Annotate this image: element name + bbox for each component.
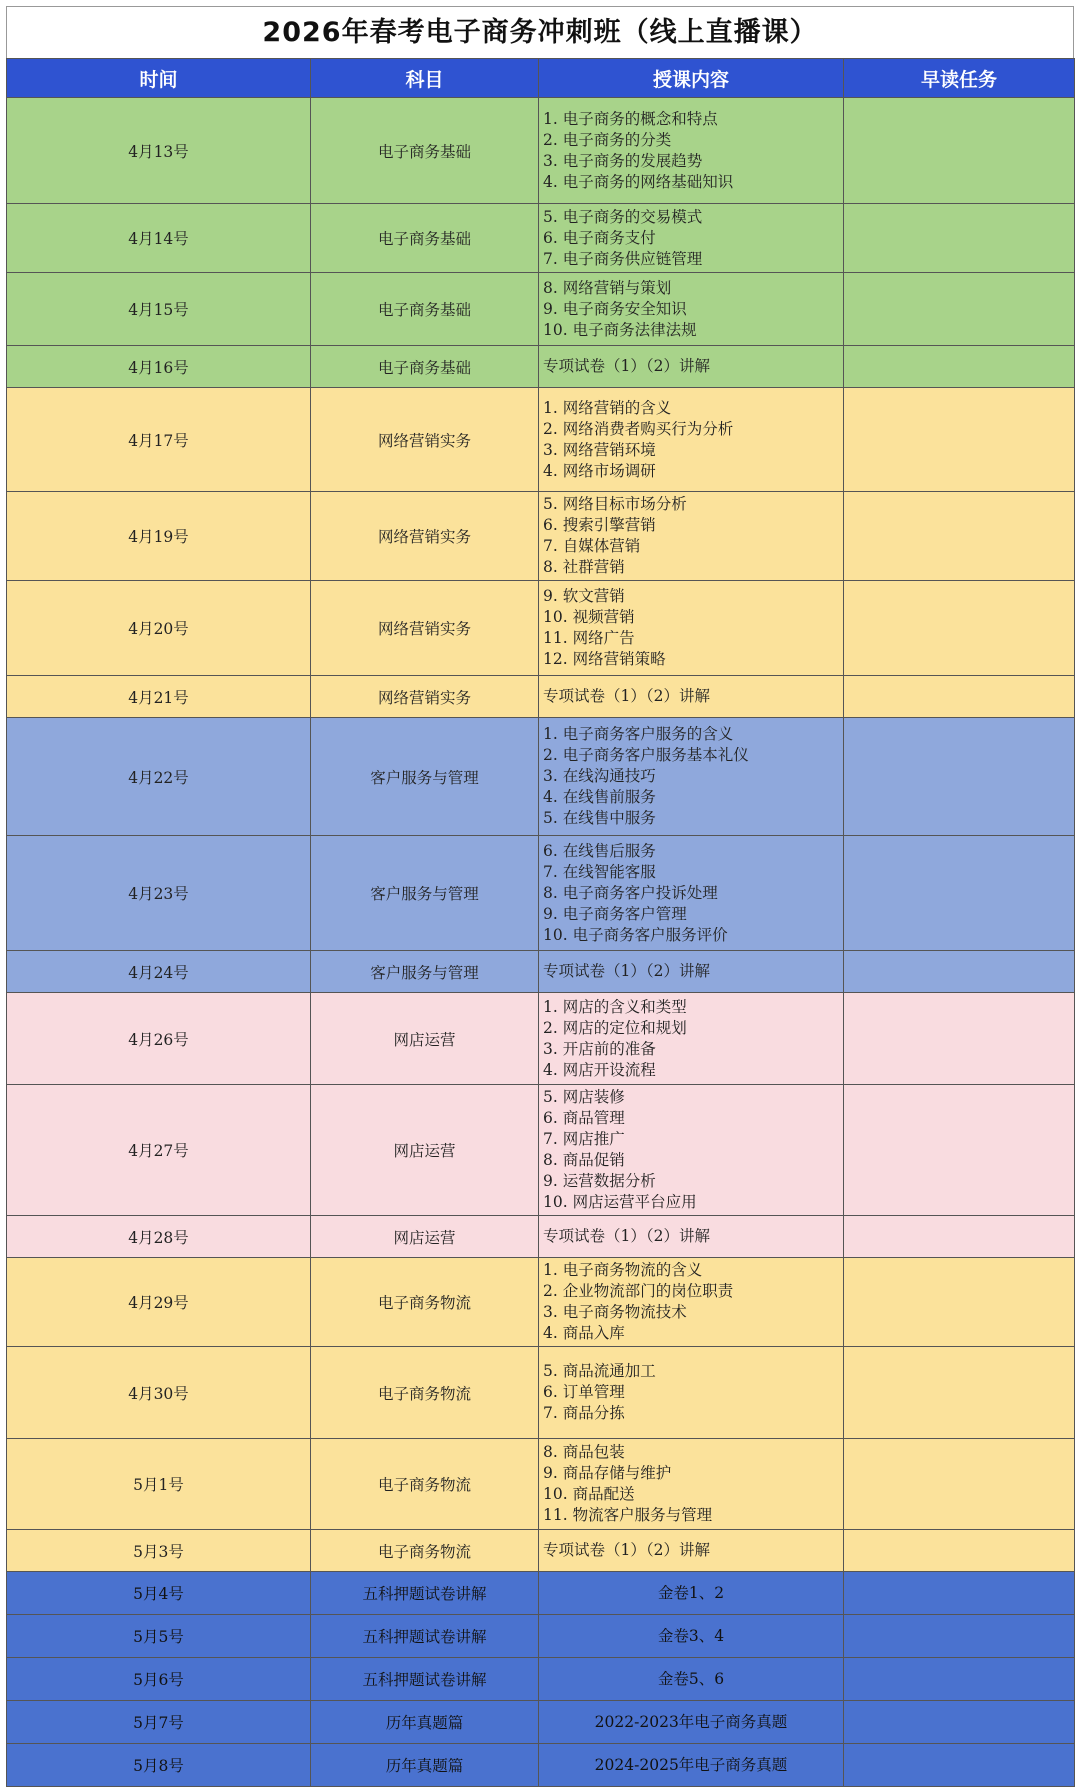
table-row (7, 836, 1075, 951)
content-line: 3. 电子商务的发展趋势 (543, 151, 703, 170)
content-line: 2. 网络消费者购买行为分析 (543, 419, 734, 438)
content-line: 金卷3、4 (657, 1626, 725, 1645)
reading-task-cell (844, 1658, 1075, 1701)
reading-task-cell (844, 581, 1075, 676)
content-line: 2. 企业物流部门的岗位职责 (543, 1282, 734, 1300)
subject-cell: 电子商务基础 (311, 273, 539, 346)
subject-cell: 网店运营 (311, 1085, 539, 1216)
table-row (7, 388, 1075, 492)
table-row (7, 1216, 1075, 1258)
date-cell: 5月8号 (7, 1744, 311, 1787)
reading-task-cell (844, 1258, 1075, 1347)
date-cell: 4月28号 (7, 1216, 311, 1258)
page-title: 2026年春考电子商务冲刺班（线上直播课） (6, 6, 1074, 58)
content-line: 4. 商品入库 (543, 1324, 625, 1342)
content-line: 4. 电子商务的网络基础知识 (543, 172, 734, 191)
table-row (7, 1085, 1075, 1216)
content-cell (539, 388, 844, 492)
reading-task-cell (844, 1347, 1075, 1439)
date-cell: 5月3号 (7, 1530, 311, 1572)
content-line: 7. 商品分拣 (543, 1404, 625, 1422)
date-cell: 4月29号 (7, 1258, 311, 1347)
content-line: 8. 网络营销与策划 (543, 278, 672, 297)
reading-task-cell (844, 492, 1075, 581)
table-row (7, 1530, 1075, 1572)
content-line: 7. 网店推广 (543, 1130, 625, 1148)
content-line: 2. 电子商务客户服务基本礼仪 (543, 746, 749, 764)
content-line: 8. 社群营销 (543, 558, 625, 576)
content-line: 7. 自媒体营销 (543, 537, 641, 555)
content-cell (539, 1615, 844, 1658)
date-cell: 4月13号 (7, 98, 311, 204)
content-line: 2. 网店的定位和规划 (543, 1018, 687, 1037)
date-cell: 4月27号 (7, 1085, 311, 1216)
content-line: 7. 电子商务供应链管理 (543, 249, 703, 268)
content-line: 10. 视频营销 (543, 608, 635, 626)
content-line: 8. 商品包装 (543, 1443, 625, 1461)
table-row (7, 993, 1075, 1085)
content-line: 6. 搜索引擎营销 (543, 516, 656, 534)
content-line: 9. 电子商务安全知识 (543, 299, 687, 318)
table-row (7, 492, 1075, 581)
subject-cell: 客户服务与管理 (311, 836, 539, 951)
date-cell: 4月15号 (7, 273, 311, 346)
content-line: 4. 网店开设流程 (543, 1060, 656, 1079)
reading-task-cell (844, 1572, 1075, 1615)
content-line: 3. 在线沟通技巧 (543, 767, 656, 785)
date-cell: 4月23号 (7, 836, 311, 951)
reading-task-cell (844, 388, 1075, 492)
table-row (7, 204, 1075, 273)
content-cell (539, 1439, 844, 1530)
date-cell: 5月6号 (7, 1658, 311, 1701)
table-row (7, 346, 1075, 388)
subject-cell: 五科押题试卷讲解 (311, 1658, 539, 1701)
subject-cell: 网络营销实务 (311, 492, 539, 581)
date-cell: 4月14号 (7, 204, 311, 273)
content-line: 专项试卷（1）（2）讲解 (543, 1541, 710, 1559)
content-line: 10. 网店运营平台应用 (543, 1193, 697, 1211)
date-cell: 4月20号 (7, 581, 311, 676)
subject-cell: 电子商务基础 (311, 204, 539, 273)
content-line: 6. 电子商务支付 (543, 228, 656, 247)
subject-cell: 电子商务物流 (311, 1439, 539, 1530)
reading-task-cell (844, 951, 1075, 993)
table-row (7, 718, 1075, 836)
content-line: 10. 电子商务客户服务评价 (543, 925, 728, 944)
date-cell: 4月24号 (7, 951, 311, 993)
content-line: 金卷5、6 (657, 1669, 725, 1688)
subject-cell: 电子商务物流 (311, 1530, 539, 1572)
content-line: 3. 电子商务物流技术 (543, 1303, 687, 1321)
content-cell (539, 676, 844, 718)
content-line: 5. 在线售中服务 (543, 809, 656, 827)
content-line: 6. 商品管理 (543, 1109, 625, 1127)
content-line: 9. 运营数据分析 (543, 1172, 656, 1190)
table-row (7, 1258, 1075, 1347)
content-line: 专项试卷（1）（2）讲解 (543, 357, 710, 375)
reading-task-cell (844, 346, 1075, 388)
content-cell (539, 1530, 844, 1572)
content-line: 3. 网络营销环境 (543, 440, 656, 459)
reading-task-cell (844, 204, 1075, 273)
date-cell: 4月16号 (7, 346, 311, 388)
content-line: 10. 电子商务法律法规 (543, 320, 697, 339)
table-row (7, 1701, 1075, 1744)
content-cell (539, 1216, 844, 1258)
date-cell: 5月4号 (7, 1572, 311, 1615)
content-cell (539, 492, 844, 581)
table-row (7, 1658, 1075, 1701)
date-cell: 5月5号 (7, 1615, 311, 1658)
content-cell (539, 1572, 844, 1615)
content-line: 1. 网店的含义和类型 (543, 997, 687, 1016)
content-line: 5. 商品流通加工 (543, 1362, 656, 1380)
subject-cell: 电子商务基础 (311, 98, 539, 204)
subject-cell: 网络营销实务 (311, 581, 539, 676)
content-line: 12. 网络营销策略 (543, 650, 666, 668)
content-cell (539, 98, 844, 204)
subject-cell: 网店运营 (311, 993, 539, 1085)
content-cell (539, 718, 844, 836)
content-line: 专项试卷（1）（2）讲解 (543, 1227, 710, 1245)
reading-task-cell (844, 1744, 1075, 1787)
content-line: 2. 电子商务的分类 (543, 130, 672, 149)
date-cell: 5月7号 (7, 1701, 311, 1744)
table-row (7, 1744, 1075, 1787)
content-line: 10. 商品配送 (543, 1485, 635, 1503)
content-line: 1. 电子商务的概念和特点 (543, 109, 718, 128)
content-line: 1. 电子商务客户服务的含义 (543, 725, 734, 743)
schedule-table (6, 58, 1075, 1787)
content-cell (539, 1744, 844, 1787)
table-row (7, 676, 1075, 718)
content-cell (539, 346, 844, 388)
content-line: 金卷1、2 (657, 1583, 725, 1602)
subject-cell: 客户服务与管理 (311, 951, 539, 993)
table-row (7, 1572, 1075, 1615)
table-row (7, 273, 1075, 346)
header-row (7, 59, 1075, 98)
reading-task-cell (844, 676, 1075, 718)
reading-task-cell (844, 1530, 1075, 1572)
content-line: 专项试卷（1）（2）讲解 (543, 687, 710, 705)
content-line: 5. 电子商务的交易模式 (543, 207, 703, 226)
subject-cell: 电子商务基础 (311, 346, 539, 388)
content-line: 1. 网络营销的含义 (543, 398, 672, 417)
content-line: 4. 在线售前服务 (543, 788, 656, 806)
table-row (7, 1347, 1075, 1439)
content-cell (539, 581, 844, 676)
subject-cell: 五科押题试卷讲解 (311, 1615, 539, 1658)
subject-cell: 网络营销实务 (311, 388, 539, 492)
content-cell (539, 204, 844, 273)
reading-task-cell (844, 1439, 1075, 1530)
content-cell (539, 1658, 844, 1701)
content-cell (539, 1347, 844, 1439)
table-row (7, 1439, 1075, 1530)
content-line: 9. 电子商务客户管理 (543, 904, 687, 923)
content-line: 2022-2023年电子商务真题 (594, 1712, 788, 1731)
content-cell (539, 836, 844, 951)
content-line: 3. 开店前的准备 (543, 1039, 656, 1058)
subject-cell: 电子商务物流 (311, 1258, 539, 1347)
table-row (7, 98, 1075, 204)
reading-task-cell (844, 1216, 1075, 1258)
date-cell: 4月21号 (7, 676, 311, 718)
date-cell: 5月1号 (7, 1439, 311, 1530)
date-cell: 4月30号 (7, 1347, 311, 1439)
content-line: 7. 在线智能客服 (543, 862, 656, 881)
table-row (7, 951, 1075, 993)
content-cell (539, 993, 844, 1085)
date-cell: 4月22号 (7, 718, 311, 836)
content-line: 5. 网络目标市场分析 (543, 495, 687, 513)
date-cell: 4月19号 (7, 492, 311, 581)
reading-task-cell (844, 1615, 1075, 1658)
header-date: 时间 (7, 59, 311, 98)
table-row (7, 1615, 1075, 1658)
reading-task-cell (844, 1085, 1075, 1216)
content-cell (539, 1701, 844, 1744)
subject-cell: 电子商务物流 (311, 1347, 539, 1439)
subject-cell: 网络营销实务 (311, 676, 539, 718)
content-cell (539, 1085, 844, 1216)
content-line: 9. 软文营销 (543, 587, 625, 605)
reading-task-cell (844, 1701, 1075, 1744)
date-cell: 4月17号 (7, 388, 311, 492)
content-cell (539, 273, 844, 346)
header-reading: 早读任务 (844, 59, 1075, 98)
content-line: 6. 订单管理 (543, 1383, 625, 1401)
schedule-sheet (6, 6, 1074, 1787)
content-line: 4. 网络市场调研 (543, 461, 656, 480)
content-line: 8. 电子商务客户投诉处理 (543, 883, 718, 902)
subject-cell: 网店运营 (311, 1216, 539, 1258)
date-cell: 4月26号 (7, 993, 311, 1085)
reading-task-cell (844, 836, 1075, 951)
content-line: 6. 在线售后服务 (543, 841, 656, 860)
content-line: 11. 物流客户服务与管理 (543, 1506, 713, 1524)
content-line: 1. 电子商务物流的含义 (543, 1261, 703, 1279)
content-line: 9. 商品存储与维护 (543, 1464, 672, 1482)
subject-cell: 历年真题篇 (311, 1744, 539, 1787)
reading-task-cell (844, 993, 1075, 1085)
content-line: 5. 网店装修 (543, 1088, 625, 1106)
reading-task-cell (844, 98, 1075, 204)
content-cell (539, 1258, 844, 1347)
subject-cell: 五科押题试卷讲解 (311, 1572, 539, 1615)
content-line: 11. 网络广告 (543, 629, 635, 647)
content-line: 专项试卷（1）（2）讲解 (543, 962, 710, 980)
reading-task-cell (844, 273, 1075, 346)
content-cell (539, 951, 844, 993)
reading-task-cell (844, 718, 1075, 836)
content-line: 8. 商品促销 (543, 1151, 625, 1169)
header-subject: 科目 (311, 59, 539, 98)
subject-cell: 历年真题篇 (311, 1701, 539, 1744)
content-line: 2024-2025年电子商务真题 (594, 1755, 788, 1774)
header-content: 授课内容 (539, 59, 844, 98)
subject-cell: 客户服务与管理 (311, 718, 539, 836)
table-row (7, 581, 1075, 676)
